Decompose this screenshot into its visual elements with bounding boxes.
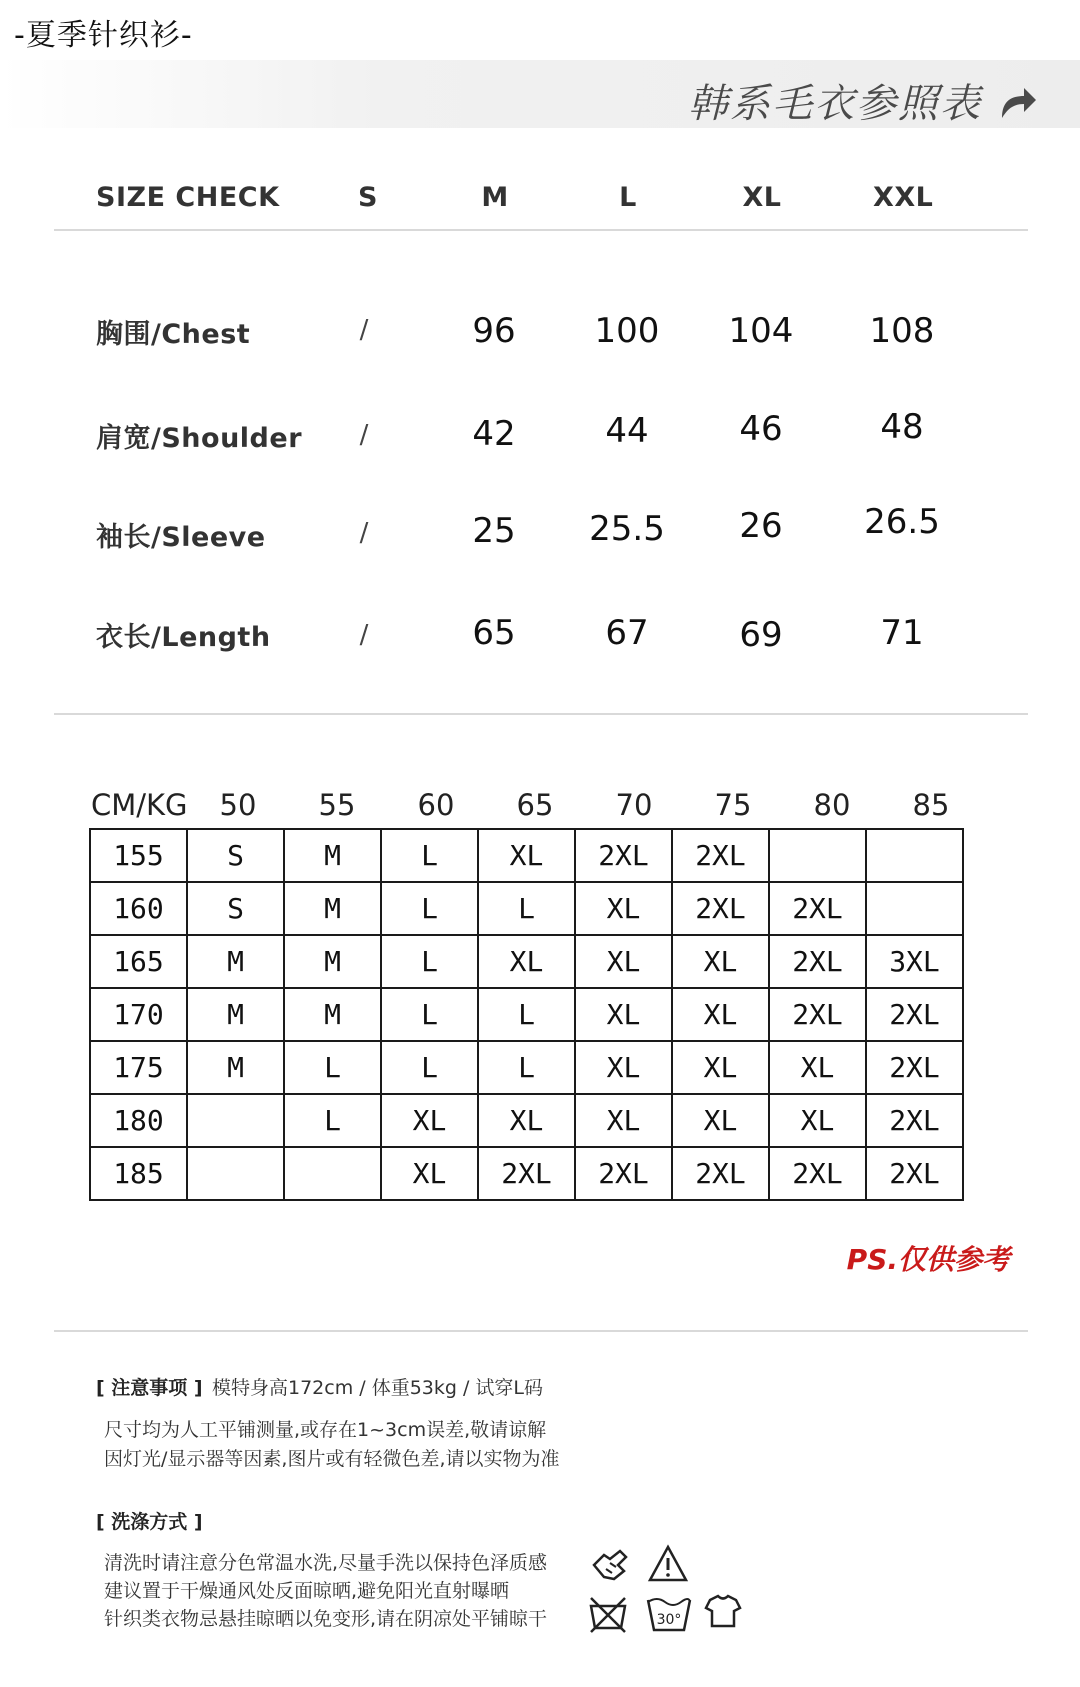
- size-cell: XL: [381, 1094, 478, 1147]
- reference-note: PS.仅供参考: [846, 1243, 1010, 1276]
- size-cell: XL: [478, 1094, 575, 1147]
- size-cell: XL: [672, 1094, 769, 1147]
- notes-heading: [ 注意事项 ]: [96, 1377, 203, 1399]
- size-cell: XL: [672, 988, 769, 1041]
- size-cell: M: [284, 935, 381, 988]
- size-cell: L: [381, 935, 478, 988]
- divider: [54, 229, 1028, 231]
- size-cell: L: [284, 1094, 381, 1147]
- size-cell: L: [381, 829, 478, 882]
- banner-title: 韩系毛衣参照表: [688, 81, 982, 127]
- height-cell: 160: [90, 882, 187, 935]
- height-cell: 155: [90, 829, 187, 882]
- size-xxl-value: 48: [880, 407, 924, 447]
- size-header-xl: XL: [742, 182, 782, 213]
- height-cell: 175: [90, 1041, 187, 1094]
- washing-line: 建议置于干燥通风处反面晾晒,避免阳光直射曝晒: [104, 1580, 510, 1602]
- height-cell: 180: [90, 1094, 187, 1147]
- size-cell: [769, 829, 866, 882]
- size-cell: XL: [575, 882, 672, 935]
- row-label: 肩宽/Shoulder: [96, 423, 303, 454]
- size-m-value: 42: [472, 414, 516, 454]
- size-xxl-value: 71: [880, 613, 924, 653]
- divider: [54, 1330, 1028, 1332]
- size-cell: 2XL: [575, 1147, 672, 1200]
- size-header-m: M: [481, 182, 509, 213]
- size-cell: 2XL: [478, 1147, 575, 1200]
- size-cell: M: [187, 1041, 284, 1094]
- height-cell: 170: [90, 988, 187, 1041]
- size-check-label: SIZE CHECK: [96, 182, 280, 213]
- size-cell: 2XL: [866, 1094, 963, 1147]
- size-cell: 3XL: [866, 935, 963, 988]
- fit-row: [90, 935, 963, 988]
- fit-row: [90, 1041, 963, 1094]
- weight-header-row: [0, 788, 1080, 828]
- size-m-value: 25: [472, 511, 516, 551]
- size-cell: L: [478, 882, 575, 935]
- size-cell: M: [284, 988, 381, 1041]
- size-cell: L: [381, 988, 478, 1041]
- size-l-value: 100: [594, 311, 660, 351]
- model-info: 模特身高172cm / 体重53kg / 试穿L码: [212, 1377, 544, 1399]
- size-cell: 2XL: [769, 988, 866, 1041]
- size-cell: [187, 1094, 284, 1147]
- weight-label: 85: [912, 788, 950, 822]
- size-xl-value: 104: [728, 311, 794, 351]
- size-xl-value: 69: [739, 615, 783, 655]
- size-cell: 2XL: [866, 988, 963, 1041]
- size-cell: 2XL: [672, 829, 769, 882]
- row-label: 胸围/Chest: [96, 319, 251, 350]
- weight-label: 75: [714, 788, 752, 822]
- size-cell: M: [187, 988, 284, 1041]
- size-cell: [866, 829, 963, 882]
- size-cell: 2XL: [866, 1147, 963, 1200]
- size-cell: M: [284, 829, 381, 882]
- row-label: 袖长/Sleeve: [96, 522, 266, 553]
- row-label: 衣长/Length: [96, 622, 271, 653]
- size-header-l: L: [619, 182, 637, 213]
- hand-wash-icon: [590, 1543, 632, 1585]
- size-l-value: 44: [605, 411, 649, 451]
- fit-row: [90, 1147, 963, 1200]
- weight-label: 65: [516, 788, 554, 822]
- size-fit-grid: [89, 828, 964, 1201]
- weight-label: 50: [219, 788, 257, 822]
- fit-row: [90, 1094, 963, 1147]
- size-l-value: 67: [605, 613, 649, 653]
- size-cell: 2XL: [866, 1041, 963, 1094]
- size-cell: 2XL: [769, 935, 866, 988]
- size-cell: XL: [672, 935, 769, 988]
- size-cell: XL: [575, 988, 672, 1041]
- size-m-value: 65: [472, 613, 516, 653]
- size-cell: XL: [575, 1041, 672, 1094]
- size-cell: L: [478, 1041, 575, 1094]
- height-cell: 165: [90, 935, 187, 988]
- size-cell: XL: [672, 1041, 769, 1094]
- size-cell: XL: [769, 1041, 866, 1094]
- weight-label: 70: [615, 788, 653, 822]
- size-cell: XL: [575, 1094, 672, 1147]
- fit-row: [90, 829, 963, 882]
- fit-row: [90, 988, 963, 1041]
- wash-temp-label: 30°: [656, 1612, 682, 1628]
- size-cell: XL: [478, 935, 575, 988]
- corner-label: CM/KG: [91, 788, 188, 822]
- size-header-xxl: XXL: [873, 182, 934, 213]
- size-cell: 2XL: [769, 882, 866, 935]
- size-s-value: /: [359, 518, 369, 548]
- warning-icon: [647, 1543, 689, 1585]
- size-cell: L: [284, 1041, 381, 1094]
- size-cell: XL: [575, 935, 672, 988]
- divider: [54, 713, 1028, 715]
- size-cell: 2XL: [672, 882, 769, 935]
- size-xxl-value: 108: [869, 311, 935, 351]
- washing-line: 清洗时请注意分色常温水洗,尽量手洗以保持色泽质感: [104, 1552, 548, 1574]
- weight-label: 60: [417, 788, 455, 822]
- height-cell: 185: [90, 1147, 187, 1200]
- size-cell: 2XL: [575, 829, 672, 882]
- fit-row: [90, 882, 963, 935]
- size-cell: XL: [769, 1094, 866, 1147]
- size-cell: XL: [381, 1147, 478, 1200]
- size-cell: M: [284, 882, 381, 935]
- weight-label: 55: [318, 788, 356, 822]
- page-title: -夏季针织衫-: [14, 18, 193, 53]
- size-l-value: 25.5: [589, 509, 665, 549]
- note-line: 因灯光/显示器等因素,图片或有轻微色差,请以实物为准: [104, 1448, 560, 1470]
- size-header-s: S: [358, 182, 378, 213]
- size-cell: 2XL: [672, 1147, 769, 1200]
- dry-clean-icon: [702, 1590, 744, 1632]
- size-s-value: /: [359, 315, 369, 345]
- washing-heading: [ 洗涤方式 ]: [96, 1511, 203, 1533]
- size-xxl-value: 26.5: [864, 502, 940, 542]
- size-s-value: /: [359, 620, 369, 650]
- size-xl-value: 46: [739, 409, 783, 449]
- size-cell: S: [187, 829, 284, 882]
- size-cell: [284, 1147, 381, 1200]
- no-tumble-dry-icon: [587, 1592, 629, 1634]
- size-cell: L: [381, 882, 478, 935]
- size-cell: [187, 1147, 284, 1200]
- note-line: 尺寸均为人工平铺测量,或存在1~3cm误差,敬请谅解: [104, 1419, 547, 1441]
- size-cell: S: [187, 882, 284, 935]
- size-cell: L: [478, 988, 575, 1041]
- size-cell: L: [381, 1041, 478, 1094]
- size-xl-value: 26: [739, 506, 783, 546]
- size-cell: [866, 882, 963, 935]
- arrow-icon: [996, 78, 1040, 122]
- weight-label: 80: [813, 788, 851, 822]
- size-cell: M: [187, 935, 284, 988]
- size-cell: 2XL: [769, 1147, 866, 1200]
- size-m-value: 96: [472, 311, 516, 351]
- size-s-value: /: [359, 420, 369, 450]
- washing-line: 针织类衣物忌悬挂晾晒以免变形,请在阴凉处平铺晾干: [104, 1608, 548, 1630]
- wash-30-icon: [645, 1590, 693, 1634]
- size-cell: XL: [478, 829, 575, 882]
